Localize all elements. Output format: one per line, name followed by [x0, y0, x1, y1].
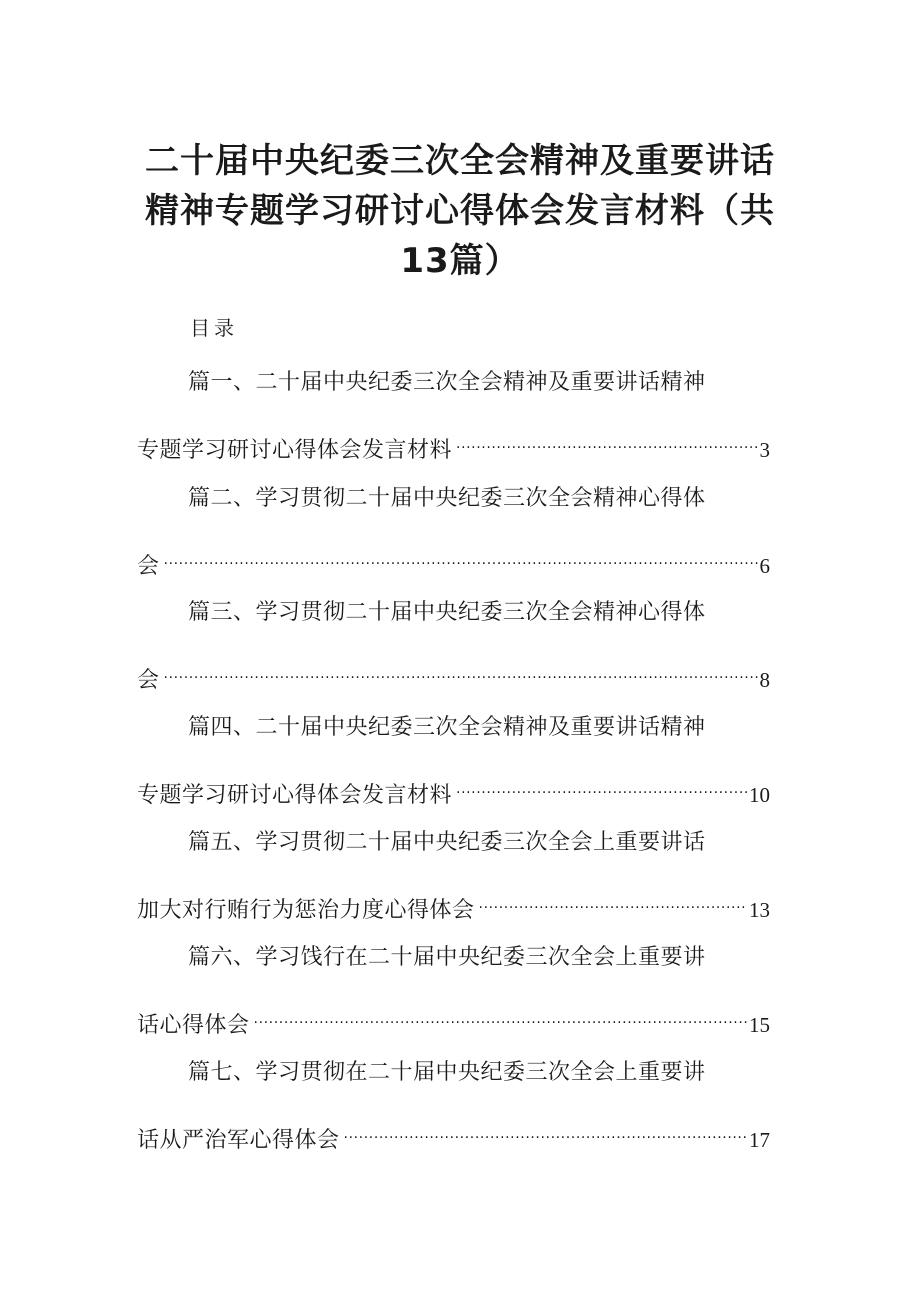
toc-entry-7-title[interactable]: 篇七、学习贯彻在二十届中央纪委三次全会上重要讲	[188, 1060, 706, 1085]
document-title: 二十届中央纪委三次全会精神及重要讲话精神专题学习研讨心得体会发言材料（共13篇）	[145, 141, 775, 281]
toc-entry-3-continuation[interactable]	[137, 657, 770, 696]
toc-entry-7-title-cont: 话从严治军心得体会	[137, 1128, 340, 1153]
toc-entry-7-continuation[interactable]	[137, 1117, 770, 1156]
toc-leader-dots	[344, 1117, 747, 1147]
toc-entry-4-title[interactable]: 篇四、二十届中央纪委三次全会精神及重要讲话精神	[188, 715, 706, 740]
toc-entry-6-title[interactable]: 篇六、学习饯行在二十届中央纪委三次全会上重要讲	[188, 945, 706, 970]
toc-leader-dots	[164, 543, 758, 573]
toc-entry-5-continuation[interactable]	[137, 887, 770, 926]
toc-entry-5-title-cont: 加大对行贿行为惩治力度心得体会	[137, 898, 475, 923]
toc-leader-dots	[456, 772, 747, 802]
toc-leader-dots	[479, 887, 747, 917]
toc-entry-2-continuation[interactable]	[137, 543, 770, 582]
toc-entry-6-continuation[interactable]	[137, 1002, 770, 1041]
toc-entry-3-title[interactable]: 篇三、学习贯彻二十届中央纪委三次全会精神心得体	[188, 600, 706, 625]
toc-heading: 目录	[190, 316, 238, 340]
toc-entry-3-title-cont: 会	[137, 668, 160, 693]
toc-leader-dots	[456, 427, 757, 457]
toc-leader-dots	[254, 1002, 747, 1032]
toc-entry-4-page: 10	[749, 783, 770, 807]
toc-entry-2-title[interactable]: 篇二、学习贯彻二十届中央纪委三次全会精神心得体	[188, 486, 706, 511]
toc-entry-1-title-cont: 专题学习研讨心得体会发言材料	[137, 438, 453, 463]
toc-entry-6-page: 15	[749, 1013, 770, 1037]
toc-entry-2-title-cont: 会	[137, 554, 160, 579]
toc-entry-5-page: 13	[749, 898, 770, 922]
toc-entry-2-page: 6	[759, 554, 770, 578]
toc-entry-1-continuation[interactable]	[137, 427, 770, 466]
toc-entry-1-title[interactable]: 篇一、二十届中央纪委三次全会精神及重要讲话精神	[188, 370, 706, 395]
toc-entry-3-page: 8	[759, 668, 770, 692]
toc-entry-6-title-cont: 话心得体会	[137, 1013, 250, 1038]
toc-entry-1-page: 3	[759, 438, 770, 462]
toc-entry-4-title-cont: 专题学习研讨心得体会发言材料	[137, 783, 453, 808]
toc-entry-7-page: 17	[749, 1128, 770, 1152]
toc-leader-dots	[164, 657, 758, 687]
toc-entry-4-continuation[interactable]	[137, 772, 770, 811]
toc-entry-5-title[interactable]: 篇五、学习贯彻二十届中央纪委三次全会上重要讲话	[188, 830, 706, 855]
